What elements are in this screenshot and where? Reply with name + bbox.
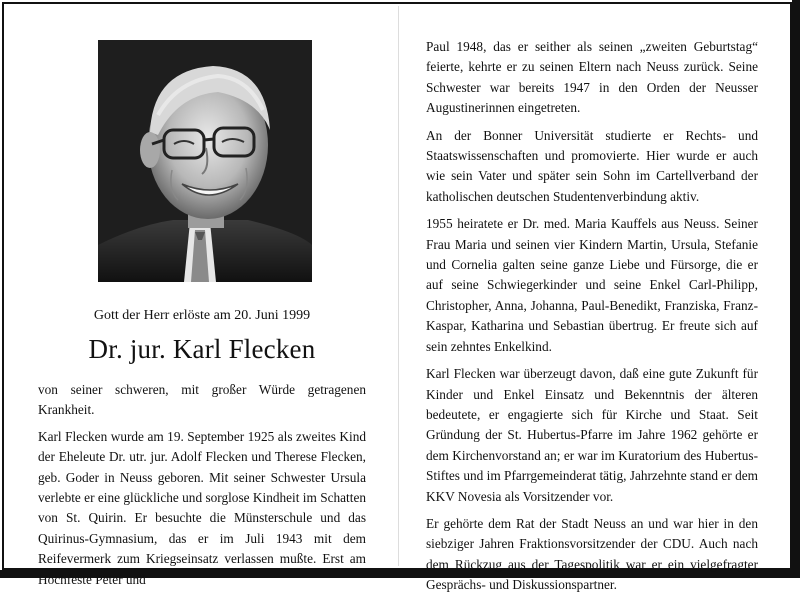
- biography-paragraph: Er gehörte dem Rat der Stadt Neuss an und war hier in den siebziger Jahren Fraktionsvorsitzender der CDU. Auch nach dem Rückzug aus der Tagespolitik war er ein vielgefragter Gesprächs- und Diskussionspartner.: [426, 515, 758, 593]
- death-notice: Gott der Herr erlöste am 20. Juni 1999: [93, 308, 311, 323]
- deceased-name: Dr. jur. Karl Flecken: [88, 334, 316, 364]
- biography-paragraph: von seiner schweren, mit großer Würde getragenen Krankheit.: [38, 382, 366, 418]
- portrait-photo: [98, 40, 312, 282]
- biography-paragraph: Karl Flecken war überzeugt davon, daß eine gute Zukunft für Kinder und Enkel Einsatz und Bekenntnis der älteren bedeutete, er engagierte sich für Kirche und Staat. Seit Gründung der St. Hubertus-Pfarre im Jahre 1962 gehörte er dem Kirchenvorstand an; er war im Kuratorium des Hubertus-Stiftes und im Pfarrgemeinderat tätig, Jahrzehnte stand er dem KKV Novesia als Vorsitzender vor.: [426, 366, 758, 504]
- portrait-illustration: [98, 40, 312, 282]
- biography-left: [38, 380, 366, 596]
- card-fold: [398, 6, 399, 566]
- biography-paragraph: An der Bonner Universität studierte er Rechts- und Staatswissenschaften und promovierte. Hier wurde er auch wie sein Vater und später sein Sohn im Cartellverband der katholischen deutschen Studentenverbindung aktiv.: [426, 127, 758, 204]
- card-edge-right: [792, 0, 800, 578]
- biography-paragraph: 1955 heiratete er Dr. med. Maria Kauffels aus Neuss. Seiner Frau Maria und seinen vier Kindern Martin, Ursula, Stefanie und Cornelia galten seine ganze Liebe und Fürsorge, die er auf seine Schwiegerkinder und seine Enkel Carl-Philipp, Christopher, Anna, Johanna, Paul-Benedikt, Franziska, Franz-Kaspar, Katharina und Sebastian übertrug. Er freute sich auf sein zehntes Enkelkind.: [426, 216, 758, 354]
- biography-paragraph: Karl Flecken wurde am 19. September 1925 als zweites Kind der Eheleute Dr. utr. jur. Adolf Flecken und Therese Flecken, geb. Goder in Neuss geboren. Mit seiner Schwester Ursula verlebte er eine glückliche und sorglose Kindheit im Schatten von St. Quirin. Er besuchte die Münsterschule und das Quirinus-Gymnasium, das er im Juli 1943 mit dem Reifevermerk zum Kriegseinsatz verlassen mußte. Erst am Hochfeste Peter und: [38, 428, 366, 587]
- biography-right: [426, 37, 758, 603]
- biography-paragraph: Paul 1948, das er seither als seinen „zweiten Geburtstag“ feierte, kehrte er zu seinen Eltern nach Neuss zurück. Seine Schwester war bereits 1947 in den Orden der Neusser Augustinerinnen eingetreten.: [426, 39, 758, 116]
